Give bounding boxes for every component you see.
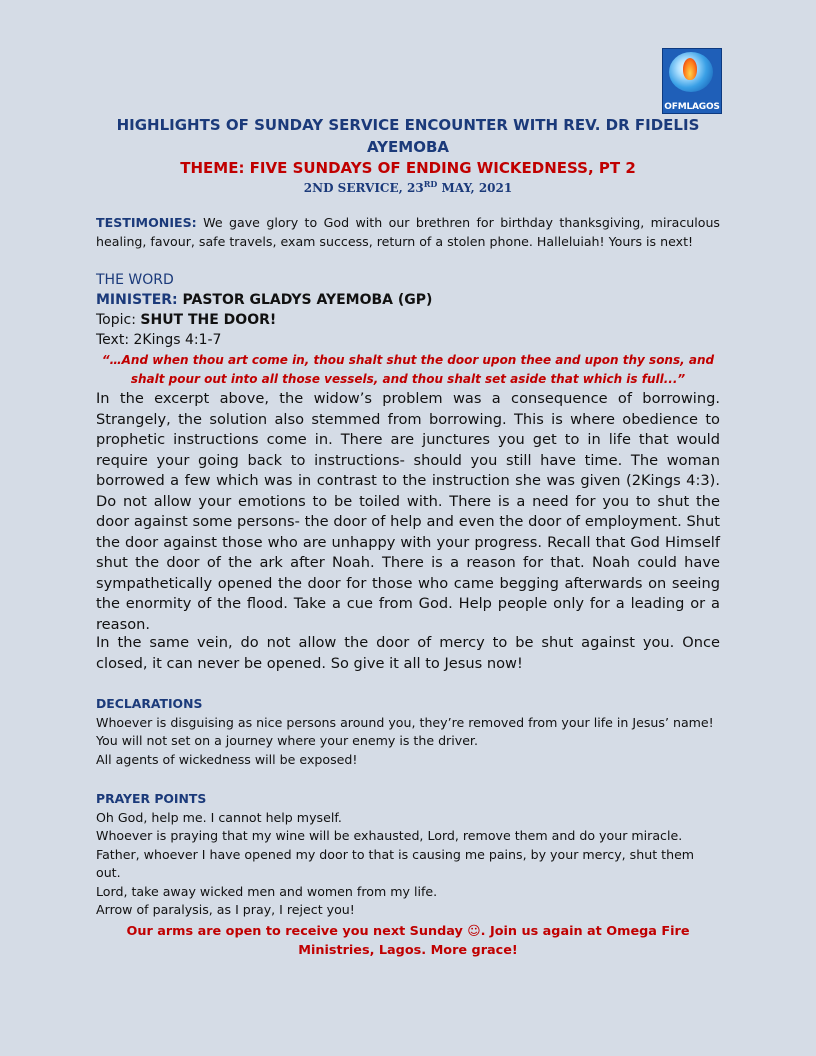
text-reference: Text: 2Kings 4:1-7 xyxy=(96,332,222,348)
flame-icon xyxy=(683,58,697,80)
list-item: All agents of wickedness will be exposed! xyxy=(96,751,358,767)
topic-line xyxy=(96,310,720,330)
ofmlagos-logo xyxy=(662,48,722,114)
list-item: Lord, take away wicked men and women from my life. xyxy=(96,883,438,899)
list-item: Father, whoever I have opened my door to that is causing me pains, by your mercy, shut them out. xyxy=(96,846,695,881)
list-item: Oh God, help me. I cannot help myself. xyxy=(96,810,342,825)
testimonies-paragraph xyxy=(96,213,720,251)
service-date-suffix-sup: RD xyxy=(423,179,438,189)
declarations-heading: DECLARATIONS xyxy=(96,696,203,711)
topic-title: SHUT THE DOOR! xyxy=(140,312,277,328)
testimonies-text: We gave glory to God with our brethren for birthday thanksgiving, miraculous healing, favour, safe travels, exam success, return of a stolen phone. Halleluiah! Yours is next! xyxy=(96,215,720,249)
list-item: You will not set on a journey where your enemy is the driver. xyxy=(96,733,478,749)
minister-line xyxy=(96,290,720,310)
theme-heading: THEME: FIVE SUNDAYS OF ENDING WICKEDNESS, PT 2 xyxy=(180,159,636,177)
minister-name: PASTOR GLADYS AYEMOBA (GP) xyxy=(182,292,433,308)
prayer-points-heading: PRAYER POINTS xyxy=(96,791,207,806)
scripture-quote: “…And when thou art come in, thou shalt shut the door upon thee and upon thy sons, and shalt pour out into all those vessels, and thou shalt set aside that which is full...” xyxy=(101,353,715,386)
sermon-paragraph-1: In the excerpt above, the widow’s problem was a consequence of borrowing. Strangely, the solution also stemmed from borrowing. This is where obedience to prophetic instructions come in. There are junctures you get to in life that would require your going back to instructions- should you still have time. The woman borrowed a few which was in contrast to the instruction she was given (2Kings 4:3). Do not allow your emotions to be toiled with. There is a need for you to shut the door against some persons- the door of help and even the door of employment. Shut the door against those who are unhappy with your progress. Recall that God Himself shut the door of the ark after Noah. There is a reason for that. Noah could have sympathetically opened the door for those who came begging afterwards on seeing the enormity of the flood. Take a cue from God. Help people only for a leading or a reason. xyxy=(96,390,720,633)
topic-label: Topic: xyxy=(96,312,141,328)
list-item: Whoever is disguising as nice persons around you, they’re removed from your life in Jesus’ name! xyxy=(96,715,714,730)
minister-label: MINISTER: xyxy=(96,292,183,308)
list-item: Arrow of paralysis, as I pray, I reject you! xyxy=(96,902,355,918)
testimonies-label: TESTIMONIES: xyxy=(96,215,197,230)
prayer-points-list xyxy=(96,809,720,919)
word-heading: THE WORD xyxy=(96,272,174,288)
declarations-list xyxy=(96,714,720,769)
service-date-month: MAY, 2021 xyxy=(437,181,513,195)
list-item: Whoever is praying that my wine will be exhausted, Lord, remove them and do your miracle. xyxy=(96,828,683,844)
service-date-prefix: 2ND SERVICE, 23 xyxy=(303,181,424,195)
sermon-paragraph-2: In the same vein, do not allow the door of mercy to be shut against you. Once closed, it can never be opened. So give it all to Jesus now! xyxy=(96,634,720,672)
closing-message: Our arms are open to receive you next Sunday ☺. Join us again at Omega Fire Ministries, Lagos. More grace! xyxy=(126,924,690,958)
word-section xyxy=(96,270,720,350)
service-date xyxy=(96,179,720,195)
page-title: HIGHLIGHTS OF SUNDAY SERVICE ENCOUNTER WITH REV. DR FIDELIS AYEMOBA xyxy=(116,116,700,156)
logo-text: OFMLAGOS xyxy=(664,102,720,112)
